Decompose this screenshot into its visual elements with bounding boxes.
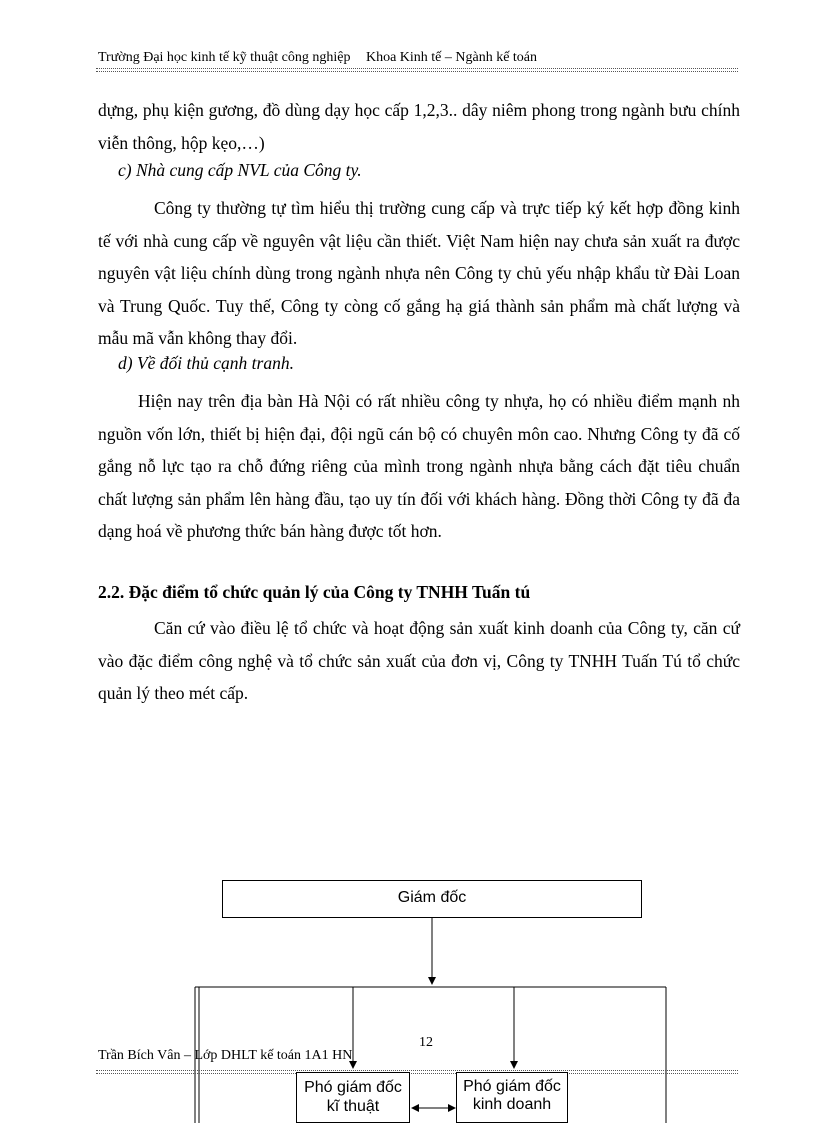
footer-rule-2 — [96, 1073, 738, 1074]
header-school: Trường Đại học kinh tế kỹ thuật công nghiệp — [98, 50, 351, 65]
paragraph-continuation: dựng, phụ kiện gương, đồ dùng dạy học cấp 1,2,3.. dây niêm phong trong ngành bưu chính viễn thông, hộp kẹo,…) — [98, 100, 740, 153]
director-box: Giám đốc — [222, 880, 642, 918]
paragraph-competitors: Hiện nay trên địa bàn Hà Nội có rất nhiều công ty nhựa, họ có nhiều điểm mạnh nh nguồn vốn lớn, thiết bị hiện đại, đội ngũ cán bộ có chuyên môn cao. Nhưng Công ty đã cố gắng nỗ lực tạo ra chỗ đứng riêng của mình trong ngành nhựa bằng cách đặt tiêu chuẩn chất lượng sản phẩm lên hàng đầu, tạo uy tín đối với khách hàng. Đồng thời Công ty đã đa dạng hoá về phương thức bán hàng được tốt hơn. — [98, 391, 740, 541]
footer-author: Trần Bích Vân – Lớp DHLT kế toán 1A1 HN — [98, 1048, 353, 1063]
deputy-technical-box: Phó giám đốc kĩ thuật — [296, 1072, 410, 1123]
page-number: 12 — [419, 1035, 433, 1050]
section-heading-2-2: 2.2. Đặc điểm tổ chức quản lý của Công ty TNHH Tuấn tú — [98, 582, 531, 602]
deputy-business-box: Phó giám đốc kinh doanh — [456, 1072, 568, 1123]
paragraph-suppliers: Công ty thường tự tìm hiểu thị trường cung cấp và trực tiếp ký kết hợp đồng kinh tế với nhà cung cấp về nguyên vật liệu cần thiết. Việt Nam hiện nay chưa sản xuất ra được nguyên vật liệu chính dùng trong ngành nhựa nên Công ty chủ yếu nhập khẩu từ Đài Loan và Trung Quốc. Tuy thế, Công ty còng cố gắng hạ giá thành sản phẩm mà chất lượng và mẫu mã vẫn không thay đổi. — [98, 198, 740, 348]
subheading-suppliers: c) Nhà cung cấp NVL của Công ty. — [118, 160, 362, 180]
paragraph-management: Căn cứ vào điều lệ tổ chức và hoạt động sản xuất kinh doanh của Công ty, căn cứ vào đặc điểm công nghệ và tổ chức sản xuất của đơn vị, Công ty TNHH Tuấn Tú tổ chức quản lý theo mét cấp. — [98, 618, 740, 703]
header-department: Khoa Kinh tế – Ngành kế toán — [365, 50, 538, 65]
footer-rule-1 — [96, 1070, 738, 1071]
subheading-competitors: d) Về đối thủ cạnh tranh. — [118, 353, 294, 373]
